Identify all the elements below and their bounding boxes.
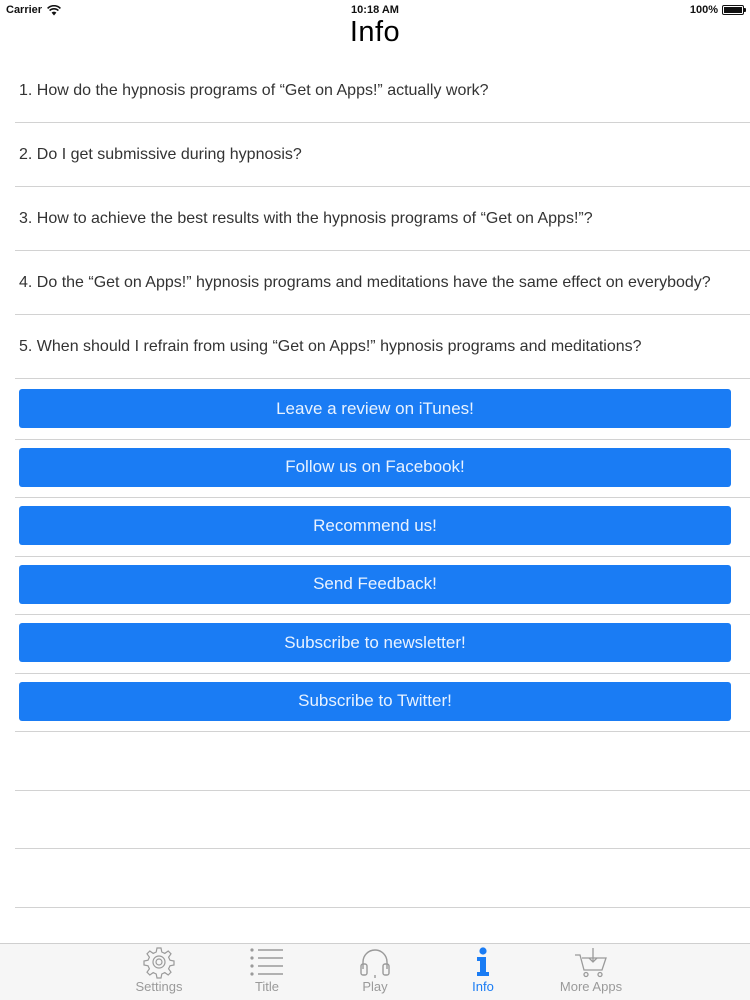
tab-play-label: Play [362, 979, 388, 994]
faq-item-3[interactable]: 3. How to achieve the best results with the hypnosis programs of “Get on Apps!”? [15, 187, 750, 251]
tab-play[interactable] [321, 944, 429, 1000]
recommend-button[interactable]: Recommend us! [19, 506, 731, 545]
subscribe-twitter-button[interactable]: Subscribe to Twitter! [19, 682, 731, 721]
faq-list [0, 59, 750, 379]
battery-percent: 100% [689, 4, 718, 16]
review-itunes-button[interactable]: Leave a review on iTunes! [19, 389, 731, 428]
tab-more-apps[interactable] [537, 944, 645, 1000]
empty-row [15, 849, 750, 908]
status-time: 10:18 AM [351, 4, 399, 16]
status-right [690, 4, 744, 16]
empty-row [15, 732, 750, 791]
page-title: Info [349, 16, 401, 48]
button-row [15, 440, 750, 499]
cart-icon [573, 945, 609, 979]
send-feedback-button[interactable]: Send Feedback! [19, 565, 731, 604]
faq-item-4[interactable]: 4. Do the “Get on Apps!” hypnosis programs and meditations have the same effect on everybody? [15, 251, 750, 315]
battery-fill [724, 7, 742, 13]
faq-item-5[interactable]: 5. When should I refrain from using “Get on Apps!” hypnosis programs and meditations? [15, 315, 750, 379]
faq-item-1[interactable]: 1. How do the hypnosis programs of “Get on Apps!” actually work? [15, 59, 750, 123]
subscribe-newsletter-button[interactable]: Subscribe to newsletter! [19, 623, 731, 662]
tab-title-label: Title [254, 979, 280, 994]
headphones-icon [357, 945, 393, 979]
tab-items [105, 944, 645, 1000]
tab-settings-label: Settings [135, 979, 183, 994]
tab-info-label: Info [472, 979, 494, 994]
button-row [15, 381, 750, 440]
follow-facebook-button[interactable]: Follow us on Facebook! [19, 448, 731, 487]
carrier-label: Carrier [6, 4, 43, 16]
info-icon [465, 945, 501, 979]
button-row [15, 674, 750, 733]
tab-bar [0, 943, 750, 1000]
tab-info[interactable] [429, 944, 537, 1000]
button-row [15, 498, 750, 557]
tab-title[interactable] [213, 944, 321, 1000]
action-button-list [0, 381, 750, 908]
battery-icon [722, 5, 744, 15]
tab-more-apps-label: More Apps [559, 979, 623, 994]
button-row [15, 557, 750, 616]
list-icon [249, 945, 285, 979]
faq-item-2[interactable]: 2. Do I get submissive during hypnosis? [15, 123, 750, 187]
button-row [15, 615, 750, 674]
empty-row [15, 791, 750, 850]
gear-icon [141, 945, 177, 979]
tab-settings[interactable] [105, 944, 213, 1000]
